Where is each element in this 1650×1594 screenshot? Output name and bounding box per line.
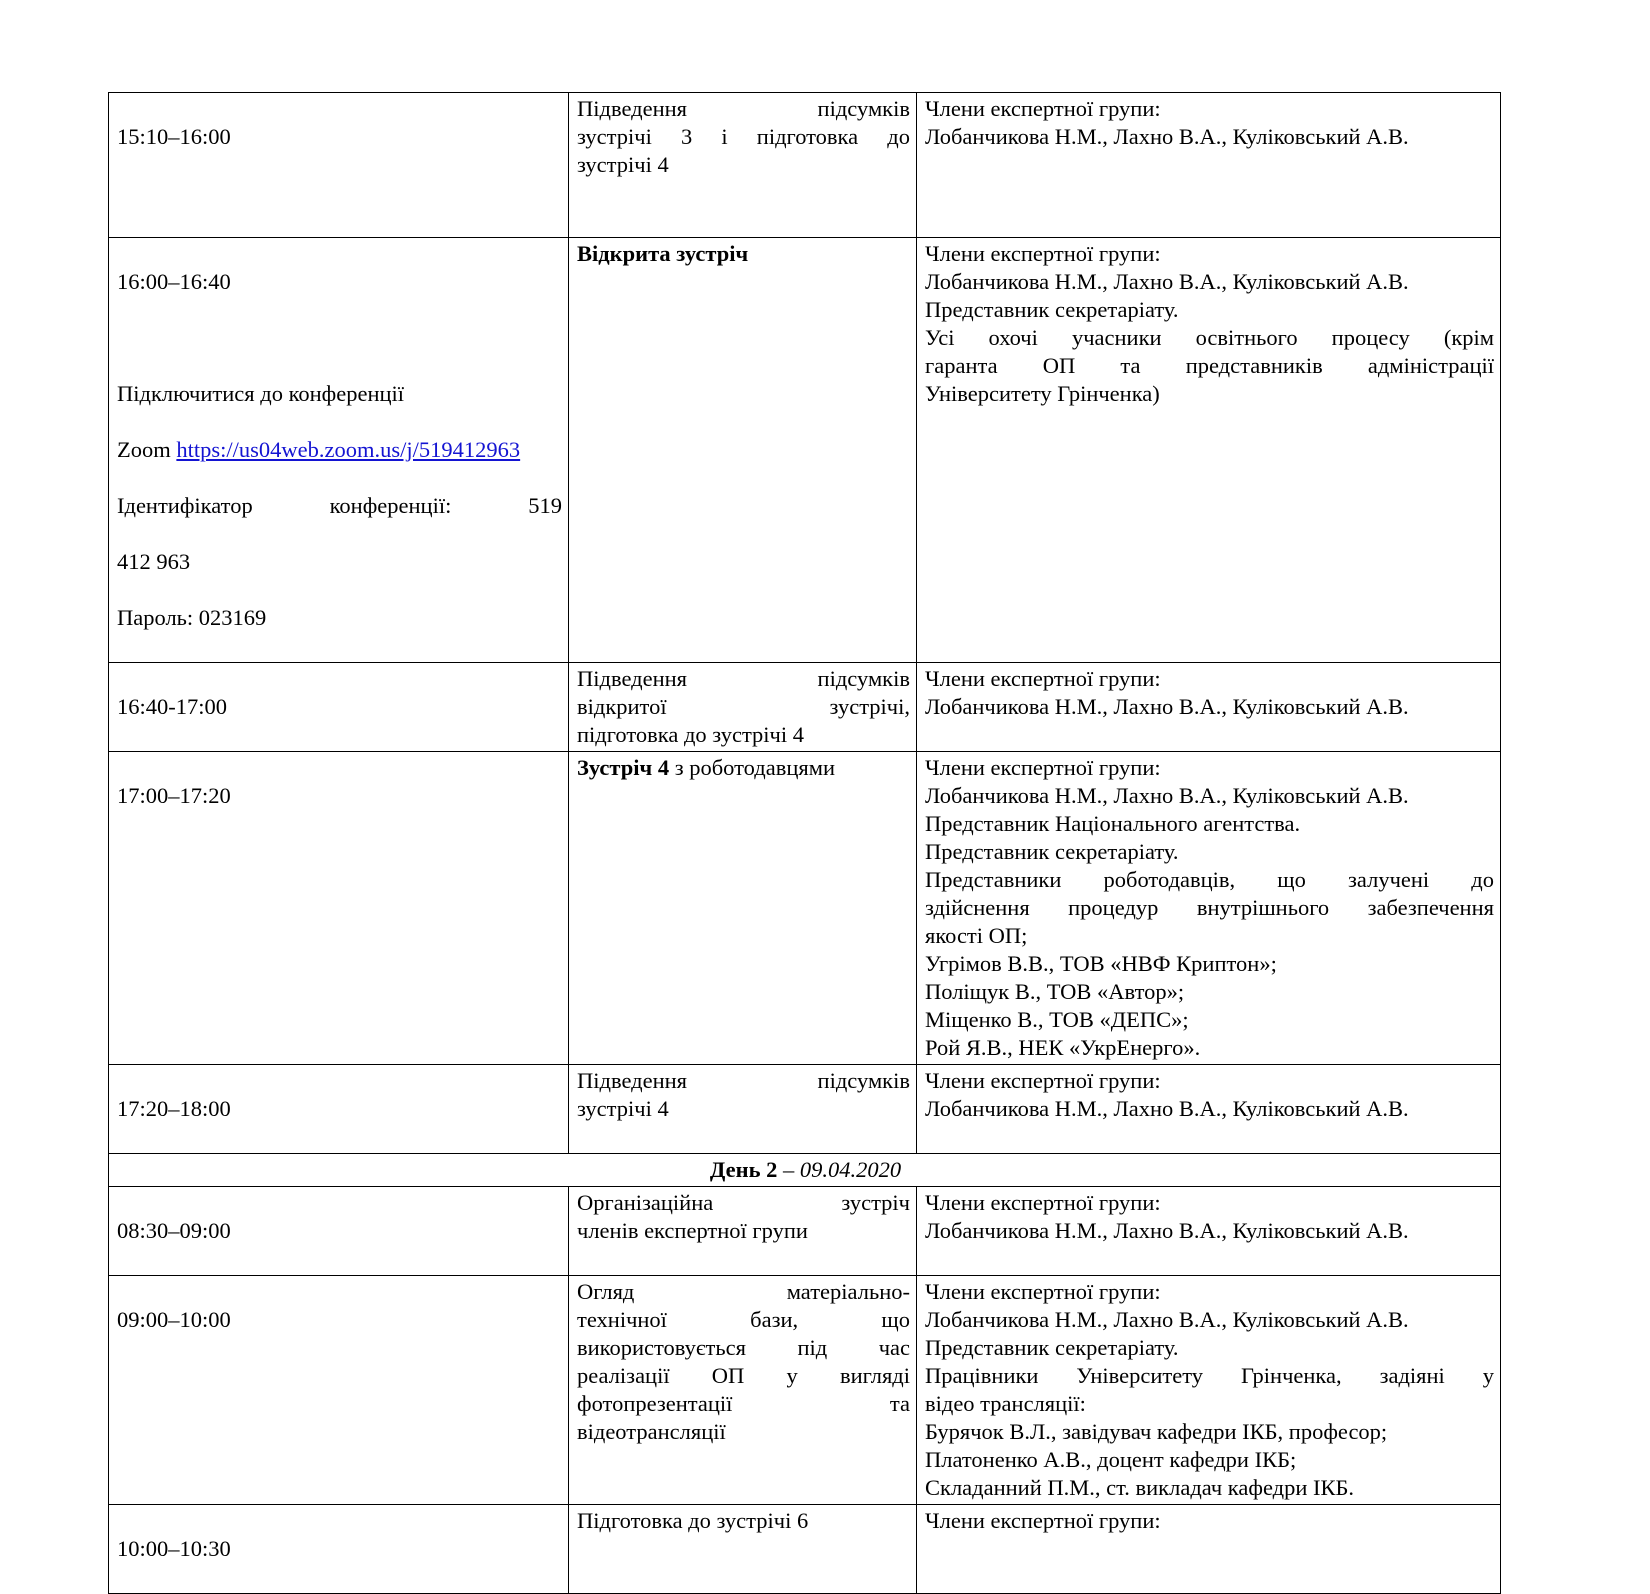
spacer xyxy=(117,179,562,207)
zoom-prefix: Zoom xyxy=(117,437,177,462)
schedule-body xyxy=(109,93,1501,1594)
zoom-password: Пароль: 023169 xyxy=(117,605,267,630)
time-value: 15:10–16:00 xyxy=(117,124,231,149)
conference-id-value: 412 963 xyxy=(117,549,191,574)
activity-cell xyxy=(569,93,917,238)
participants-line: Члени експертної групи: xyxy=(925,1068,1161,1093)
spacer xyxy=(117,324,562,352)
activity-line: відеотрансляції xyxy=(577,1419,726,1444)
activity-line: Огляд матеріально- xyxy=(577,1279,910,1304)
participants-cell xyxy=(917,663,1501,752)
participants-line: Поліщук В., ТОВ «Автор»; xyxy=(925,979,1185,1004)
time-value: 17:00–17:20 xyxy=(117,783,231,808)
participants-cell xyxy=(917,93,1501,238)
activity-line: Підведення підсумків xyxy=(577,96,910,121)
participants-line: Бурячок В.Л., завідувач кафедри ІКБ, професор; xyxy=(925,1419,1388,1444)
participants-line: Представники роботодавців, що залучені до xyxy=(925,867,1494,892)
participants-line: Лобанчикова Н.М., Лахно В.А., Куліковський А.В. xyxy=(925,124,1409,149)
activity-cell xyxy=(569,1187,917,1276)
zoom-link-line xyxy=(117,436,562,464)
participants-line: Представник секретаріату. xyxy=(925,839,1179,864)
participants-cell xyxy=(917,238,1501,663)
time-cell xyxy=(109,752,569,1065)
time-cell xyxy=(109,93,569,238)
participants-line: Лобанчикова Н.М., Лахно В.А., Куліковський А.В. xyxy=(925,1096,1409,1121)
table-row xyxy=(109,1505,1501,1594)
participants-cell xyxy=(917,1505,1501,1594)
activity-line: зустрічі 4 xyxy=(577,152,669,177)
activity-line: зустрічі 3 і підготовка до xyxy=(577,124,910,149)
activity-line: реалізації ОП у вигляді xyxy=(577,1363,910,1388)
participants-cell xyxy=(917,1276,1501,1505)
activity-cell xyxy=(569,1276,917,1505)
participants-line: Представник секретаріату. xyxy=(925,1335,1179,1360)
participants-line: Складанний П.М., ст. викладач кафедри ІКБ. xyxy=(925,1475,1355,1500)
table-row xyxy=(109,93,1501,238)
conference-id-line xyxy=(117,492,562,520)
activity-cell xyxy=(569,1505,917,1594)
activity-line: Організаційна зустріч xyxy=(577,1190,910,1215)
time-cell xyxy=(109,1276,569,1505)
activity-title: Зустріч 4 xyxy=(577,755,670,780)
table-row xyxy=(109,752,1501,1065)
activity-line: використовується під час xyxy=(577,1335,910,1360)
participants-line: якості ОП; xyxy=(925,923,1028,948)
participants-line: Лобанчикова Н.М., Лахно В.А., Куліковський А.В. xyxy=(925,1218,1409,1243)
activity-line: технічної бази, що xyxy=(577,1307,910,1332)
participants-line: Члени експертної групи: xyxy=(925,755,1161,780)
time-cell xyxy=(109,1505,569,1594)
activity-line: членів експертної групи xyxy=(577,1218,808,1243)
activity-cell xyxy=(569,1065,917,1154)
participants-line: гаранта ОП та представників адміністрації xyxy=(925,353,1494,378)
activity-line: відкритої зустрічі, xyxy=(577,694,910,719)
participants-line: Лобанчикова Н.М., Лахно В.А., Куліковський А.В. xyxy=(925,1307,1409,1332)
participants-line: Члени експертної групи: xyxy=(925,1279,1161,1304)
time-value: 08:30–09:00 xyxy=(117,1218,231,1243)
participants-line: Члени експертної групи: xyxy=(925,96,1161,121)
participants-line: Представник Національного агентства. xyxy=(925,811,1301,836)
time-cell xyxy=(109,1187,569,1276)
activity-line: зустрічі 4 xyxy=(577,1096,669,1121)
participants-line: здійснення процедур внутрішнього забезпечення xyxy=(925,895,1494,920)
participants-line: Угрімов В.В., ТОВ «НВФ Криптон»; xyxy=(925,951,1277,976)
participants-line: Лобанчикова Н.М., Лахно В.А., Куліковський А.В. xyxy=(925,269,1409,294)
table-row xyxy=(109,1065,1501,1154)
participants-cell xyxy=(917,1065,1501,1154)
time-value: 10:00–10:30 xyxy=(117,1536,231,1561)
conference-id-label: Ідентифікатор xyxy=(117,493,253,518)
participants-cell xyxy=(917,752,1501,1065)
activity-line: Підведення підсумків xyxy=(577,1068,910,1093)
participants-line: Лобанчикова Н.М., Лахно В.А., Куліковський А.В. xyxy=(925,783,1409,808)
participants-line: Університету Грінченка) xyxy=(925,381,1160,406)
zoom-link[interactable]: https://us04web.zoom.us/j/519412963 xyxy=(176,437,521,462)
conference-id-label2: конференції: 519 xyxy=(329,493,563,518)
time-value: 09:00–10:00 xyxy=(117,1307,231,1332)
time-cell xyxy=(109,663,569,752)
activity-cell xyxy=(569,238,917,663)
participants-line: Члени експертної групи: xyxy=(925,1190,1161,1215)
activity-title: Відкрита зустріч xyxy=(577,241,749,266)
participants-line: Платоненко А.В., доцент кафедри ІКБ; xyxy=(925,1447,1297,1472)
participants-line: Представник секретаріату. xyxy=(925,297,1179,322)
time-cell xyxy=(109,1065,569,1154)
participants-line: Міщенко В., ТОВ «ДЕПС»; xyxy=(925,1007,1189,1032)
day-label: День 2 xyxy=(709,1157,778,1182)
participants-line: Усі охочі учасники освітнього процесу (крім xyxy=(925,325,1494,350)
table-row-day-divider xyxy=(109,1154,1501,1187)
participants-line: Працівники Університету Грінченка, задіяні у xyxy=(925,1363,1494,1388)
activity-line: фотопрезентації та xyxy=(577,1391,910,1416)
activity-line: Підготовка до зустрічі 6 xyxy=(577,1508,809,1533)
participants-line: Лобанчикова Н.М., Лахно В.А., Куліковський А.В. xyxy=(925,694,1409,719)
table-row xyxy=(109,1187,1501,1276)
participants-cell xyxy=(917,1187,1501,1276)
day-date: – 09.04.2020 xyxy=(777,1157,902,1182)
table-row xyxy=(109,1276,1501,1505)
activity-line: Підведення підсумків xyxy=(577,666,910,691)
schedule-table xyxy=(108,92,1501,1594)
day-divider-cell xyxy=(109,1154,1501,1187)
activity-rest: з роботодавцями xyxy=(669,755,835,780)
activity-cell xyxy=(569,663,917,752)
time-value: 17:20–18:00 xyxy=(117,1096,231,1121)
time-cell xyxy=(109,238,569,663)
participants-line: Члени експертної групи: xyxy=(925,241,1161,266)
participants-line: відео трансляції: xyxy=(925,1391,1086,1416)
activity-line: підготовка до зустрічі 4 xyxy=(577,722,804,747)
time-value: 16:40-17:00 xyxy=(117,694,227,719)
table-row xyxy=(109,238,1501,663)
time-value: 16:00–16:40 xyxy=(117,269,231,294)
activity-cell xyxy=(569,752,917,1065)
activity-line xyxy=(577,754,910,782)
zoom-label: Підключитися до конференції xyxy=(117,381,405,406)
participants-line: Члени експертної групи: xyxy=(925,1508,1161,1533)
table-row xyxy=(109,663,1501,752)
participants-line: Члени експертної групи: xyxy=(925,666,1161,691)
participants-line: Рой Я.В., НЕК «УкрЕнерго». xyxy=(925,1035,1201,1060)
